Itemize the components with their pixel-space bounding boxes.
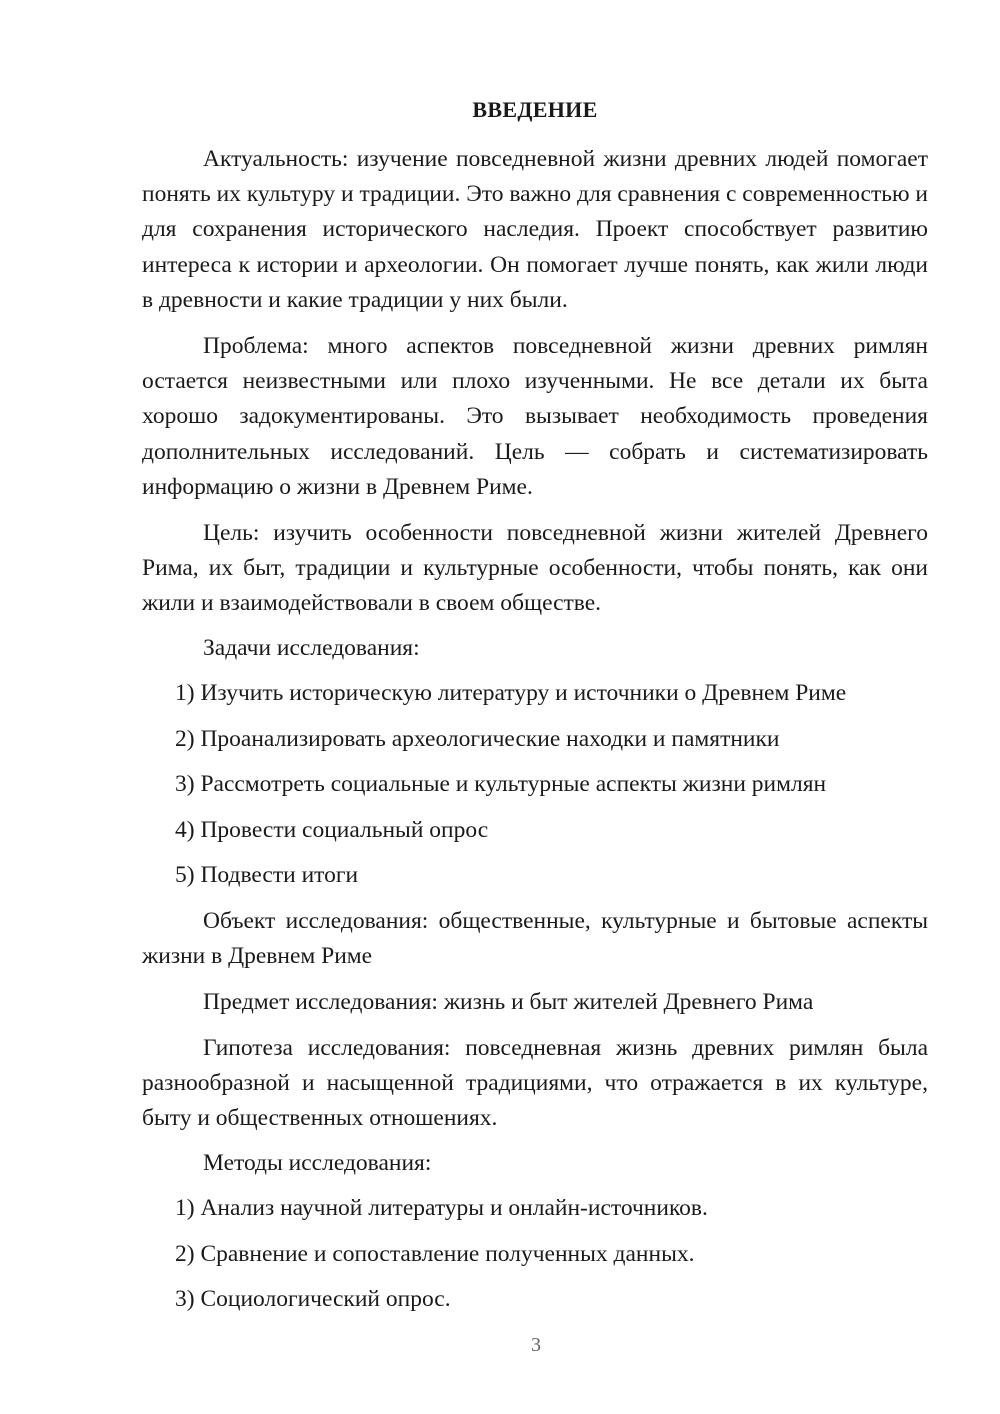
paragraph-goal: Цель: изучить особенности повседневной жизни жителей Древнего Рима, их быт, традиции и культурные особенности, чтобы понять, как они жили и взаимодействовали в своем обществе. bbox=[142, 520, 928, 617]
task-item-5: 5) Подвести итоги bbox=[175, 862, 359, 888]
paragraph-subject: Предмет исследования: жизнь и быт жителей Древнего Рима bbox=[203, 989, 814, 1015]
paragraph-relevance: Актуальность: изучение повседневной жизни древних людей помогает понять их культуру и традиции. Это важно для сравнения с современностью и для сохранения исторического наследия. Проект способствует развитию интереса к истории и археологии. Он помогает лучше понять, как жили люди в древности и какие традиции у них были. bbox=[142, 146, 928, 313]
task-item-2: 2) Проанализировать археологические находки и памятники bbox=[175, 726, 780, 752]
task-item-1: 1) Изучить историческую литературу и источники о Древнем Риме bbox=[175, 680, 847, 706]
task-item-4: 4) Провести социальный опрос bbox=[175, 817, 489, 843]
paragraph-problem: Проблема: много аспектов повседневной жизни древних римлян остается неизвестными или плохо изученными. Не все детали их быта хорошо задокументированы. Это вызывает необходимость проведения дополнительных исследований. Цель — собрать и систематизировать информацию о жизни в Древнем Риме. bbox=[142, 333, 928, 500]
paragraph-hypothesis: Гипотеза исследования: повседневная жизнь древних римлян была разнообразной и насыщенной традициями, что отражается в их культуре, быту и общественных отношениях. bbox=[142, 1035, 928, 1132]
tasks-heading: Задачи исследования: bbox=[203, 635, 420, 661]
page-number: 3 bbox=[531, 1334, 541, 1356]
paragraph-object: Объект исследования: общественные, культурные и бытовые аспекты жизни в Древнем Риме bbox=[142, 908, 928, 970]
method-item-3: 3) Социологический опрос. bbox=[175, 1286, 451, 1312]
method-item-2: 2) Сравнение и сопоставление полученных данных. bbox=[175, 1241, 695, 1267]
task-item-3: 3) Рассмотреть социальные и культурные аспекты жизни римлян bbox=[175, 771, 827, 797]
method-item-1: 1) Анализ научной литературы и онлайн-источников. bbox=[175, 1195, 708, 1221]
methods-heading: Методы исследования: bbox=[203, 1150, 432, 1176]
page-title: ВВЕДЕНИЕ bbox=[472, 97, 598, 122]
